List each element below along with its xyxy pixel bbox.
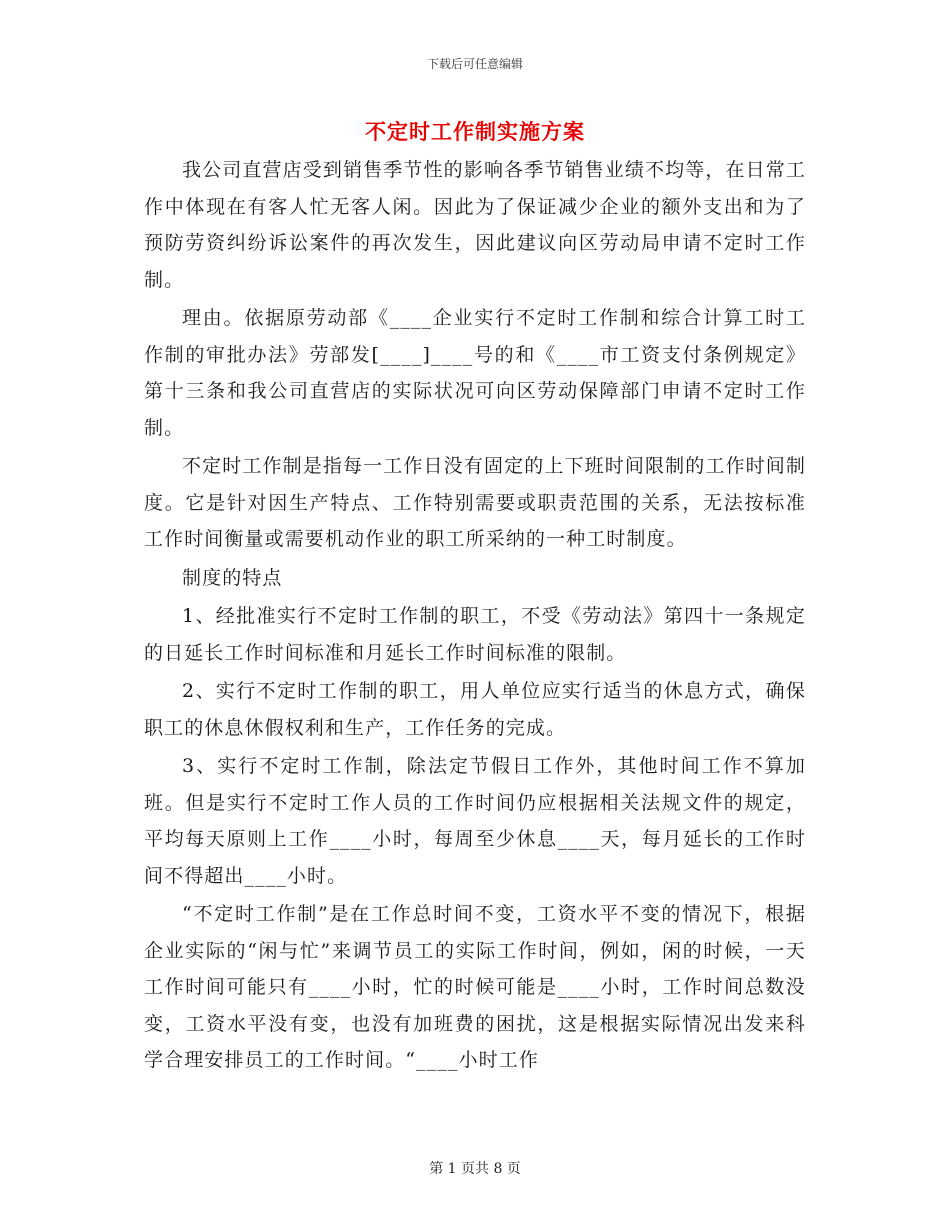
list-item: 2、实行不定时工作制的职工，用人单位应实行适当的休息方式，确保职工的休息休假权利和生产，工作任务的完成。 [144, 680, 806, 739]
document-body [144, 152, 806, 1079]
document-title: 不定时工作制实施方案 [365, 119, 585, 144]
list-item: 1、经批准实行不定时工作制的职工，不受《劳动法》第四十一条规定的日延长工作时间标准和月延长工作时间标准的限制。 [144, 605, 806, 664]
paragraph: 不定时工作制是指每一工作日没有固定的上下班时间限制的工作时间制度。它是针对因生产特点、工作特别需要或职责范围的关系，无法按标准工作时间衡量或需要机动作业的职工所采纳的一种工时制度。 [144, 455, 806, 550]
paragraph: 我公司直营店受到销售季节性的影响各季节销售业绩不均等，在日常工作中体现在有客人忙无客人闲。因此为了保证减少企业的额外支出和为了预防劳资纠纷诉讼案件的再次发生，因此建议向区劳动局申请不定时工作制。 [144, 159, 806, 291]
page-header: 下载后可任意编辑 [426, 57, 523, 71]
paragraph: 理由。依据原劳动部《____企业实行不定时工作制和综合计算工时工作制的审批办法》劳部发[____]____号的和《____市工资支付条例规定》第十三条和我公司直营店的实际状况可向区劳动保障部门申请不定时工作制。 [144, 307, 806, 439]
list-item: 3、实行不定时工作制，除法定节假日工作外，其他时间工作不算加班。但是实行不定时工作人员的工作时间仍应根据相关法规文件的规定，平均每天原则上工作____小时，每周至少休息____天，每月延长的工作时间不得超出____小时。 [144, 755, 806, 887]
section-heading: 制度的特点 [182, 566, 283, 589]
paragraph: “不定时工作制”是在工作总时间不变，工资水平不变的情况下，根据企业实际的“闲与忙”来调节员工的实际工作时间，例如，闲的时候，一天工作时间可能只有____小时，忙的时候可能是____小时，工作时间总数没变，工资水平没有变，也没有加班费的困扰，这是根据实际情况出发来科学合理安排员工的工作时间。“____小时工作 [144, 903, 806, 1071]
page-footer: 第 1 页共 8 页 [429, 1161, 521, 1177]
